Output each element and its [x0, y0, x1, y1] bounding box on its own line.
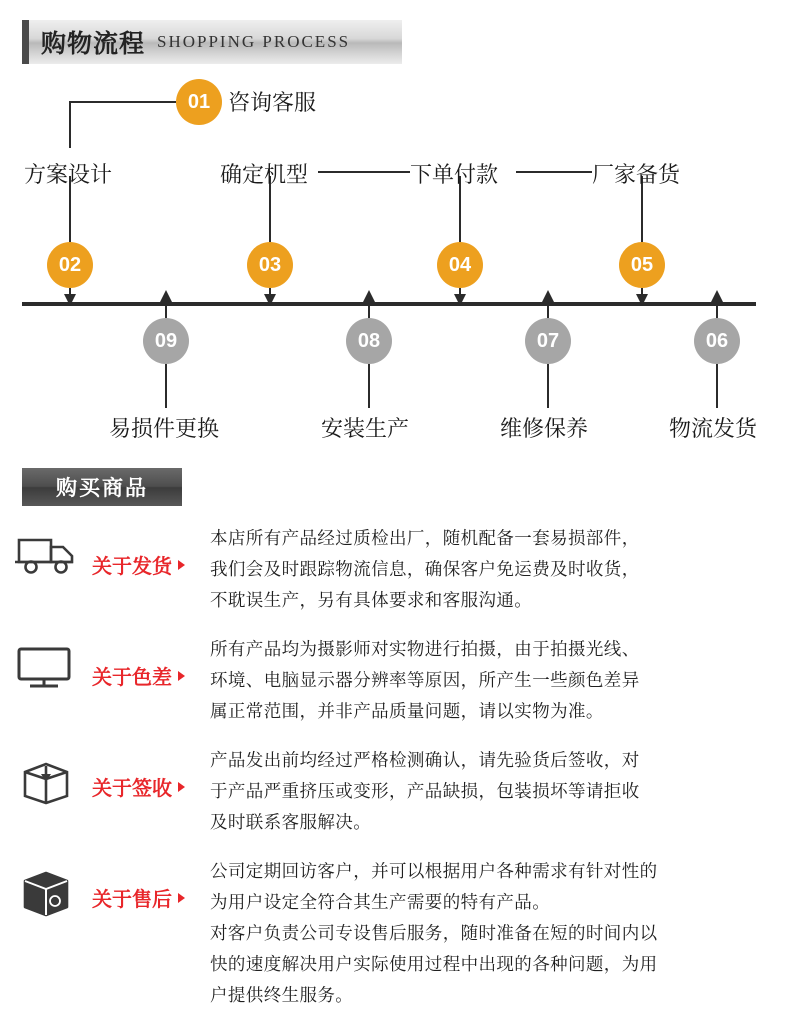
flow-node-01-number: 01 — [187, 90, 211, 113]
flow-label-05: 厂家备货 — [592, 163, 681, 188]
arrow-icon — [178, 671, 185, 681]
note-row — [0, 516, 800, 627]
flow-label-03: 确定机型 — [220, 163, 309, 188]
note-row — [0, 738, 800, 849]
flow-node-04 — [437, 242, 483, 288]
flow-label-04: 下单付款 — [410, 163, 499, 188]
flow-node-06 — [694, 318, 740, 364]
shopping-process-diagram — [0, 62, 800, 462]
note-body-color: 所有产品均为摄影师对实物进行拍摄，由于拍摄光线、 环境、电脑显示器分辨率等原因，所产生一些颜色差异 属正常范围，并非产品质量问题，请以实物为准。 — [210, 640, 640, 722]
shopping-process-banner — [22, 20, 402, 64]
flow-node-09 — [143, 318, 189, 364]
flow-node-03 — [247, 242, 293, 288]
flow-node-05 — [619, 242, 665, 288]
note-body-receipt: 产品发出前均经过严格检测确认，请先验货后签收，对 于产品严重挤压或变形，产品缺损，包装损坏等请拒收 及时联系客服解决。 — [210, 751, 640, 833]
flow-node-02-number: 02 — [58, 253, 82, 276]
flow-label-08: 安装生产 — [321, 417, 410, 442]
truck-icon — [0, 524, 92, 578]
arrow-icon — [178, 782, 185, 792]
note-title-receipt: 关于签收 — [92, 746, 210, 801]
note-title-color: 关于色差 — [92, 635, 210, 690]
purchase-goods-title: 购买商品 — [56, 476, 148, 500]
flow-label-09: 易损件更换 — [109, 417, 220, 442]
open-box-icon — [0, 746, 92, 806]
shopping-process-title-cn: 购物流程 — [41, 29, 146, 58]
arrow-icon — [178, 893, 185, 903]
note-title-shipping: 关于发货 — [92, 524, 210, 579]
flow-node-08 — [346, 318, 392, 364]
flow-node-02 — [47, 242, 93, 288]
flow-label-01: 咨询客服 — [228, 91, 317, 116]
note-row — [0, 627, 800, 738]
monitor-icon — [0, 635, 92, 691]
shopping-process-title-en: SHOPPING PROCESS — [157, 32, 351, 51]
flow-node-04-number: 04 — [448, 253, 472, 276]
flow-node-09-number: 09 — [154, 329, 178, 352]
note-title-aftersales: 关于售后 — [92, 857, 210, 912]
flow-node-07 — [525, 318, 571, 364]
note-body-aftersales: 公司定期回访客户，并可以根据用户各种需求有针对性的 为用户设定全符合其生产需要的特有产品。 对客户负责公司专设售后服务，随时准备在短的时间内以 快的速度解决用户实际使用过程中出现的各种问题，为用 户提供终生服务。 — [210, 862, 658, 1006]
flow-connectors — [0, 62, 800, 462]
flow-label-07: 维修保养 — [500, 417, 589, 442]
note-body-shipping: 本店所有产品经过质检出厂，随机配备一套易损部件， 我们会及时跟踪物流信息，确保客户免运费及时收货， 不耽误生产，另有具体要求和客服沟通。 — [210, 529, 640, 611]
flow-node-03-number: 03 — [258, 253, 282, 276]
flow-node-08-number: 08 — [357, 329, 381, 352]
package-box-icon — [0, 857, 92, 917]
flow-label-06: 物流发货 — [669, 417, 758, 442]
arrow-icon — [178, 560, 185, 570]
flow-node-05-number: 05 — [630, 253, 654, 276]
flow-node-07-number: 07 — [536, 329, 560, 352]
note-row — [0, 849, 800, 1022]
notes-list — [0, 516, 800, 1022]
flow-node-06-number: 06 — [705, 329, 729, 352]
flow-label-02: 方案设计 — [24, 163, 113, 188]
flow-node-01 — [176, 79, 222, 125]
purchase-goods-banner — [22, 468, 182, 506]
